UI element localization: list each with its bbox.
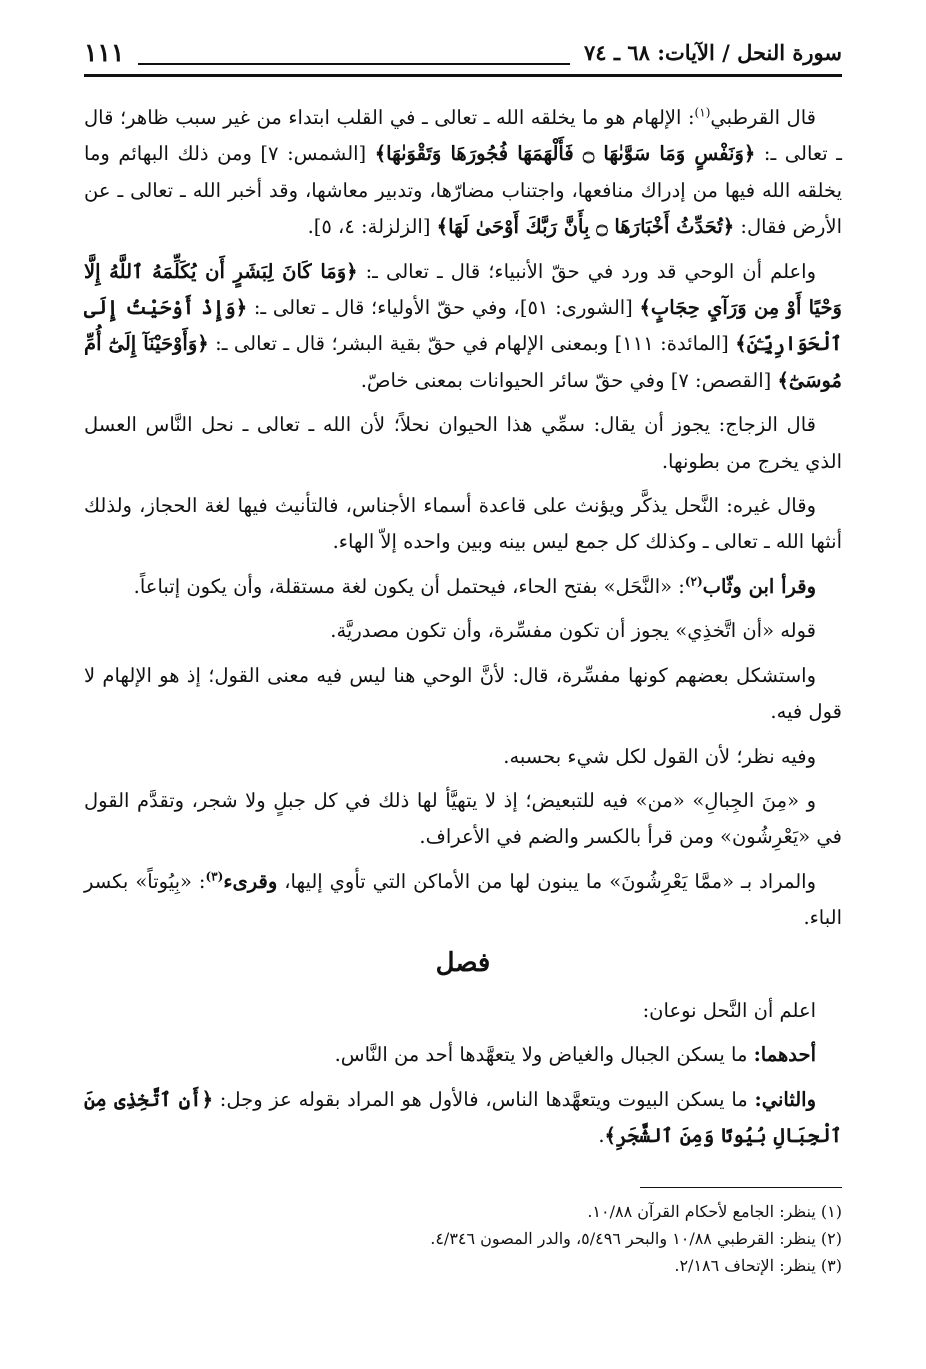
quran-verse: ﴿وَمَا كَانَ لِبَشَرٍ أَن يُكَلِّمَهُ ٱللَّهُ إِلَّا وَحْيًا أَوْ مِن وَرَآيِ حِجَابٍ﴾ [84,259,842,320]
footnote-ref-1: (١) [694,105,711,120]
paragraph-zajjaj: قال الزجاج: يجوز أن يقال: سمِّي هذا الحيوان نحلاً؛ لأن الله ـ تعالى ـ نحل النَّاس العسل الذي يخرج من بطونها. [84,413,842,473]
paragraph-qurtubi: قال القرطبي$^{(١)}$: الإلهام هو ما يخلقه الله ـ تعالى ـ في القلب ابتداء من غير سبب ظاهر؛ قال ـ تعالى ـ: ﴿وَنَفْسٍ وَمَا سَوَّىٰهَا ۝ فَأَلْهَمَهَا فُجُورَهَا وَتَقْوَىٰهَا﴾ [الشمس: ٧] ومن ذلك البهائم وما يخلقه الله فيها من إدراك منافعها، واجتناب مضارّها، وتدبير معاشها، وقد أخبر الله ـ تعالى ـ عن الأرض فقال: ﴿تُحَدِّثُ أَخْبَارَهَا ۝ بِأَنَّ رَبَّكَ أَوْحَىٰ لَهَا﴾ [الزلزلة: ٤، ٥]. [84,105,843,239]
main-text [84,100,842,1163]
section-heading: فصل [435,947,491,978]
paragraph-min-jibal: و «مِنَ الجِبالِ» «من» فيه للتبعيض؛ إذ لا يتهيَّأ لها ذلك في كل جبلٍ ولا شجر، وتقدَّم القول في «يَعْرِشُون» ومن قرأ بالكسر والضم في الأعراف. [84,788,842,849]
paragraph-second-type: والثاني: ما يسكن البيوت ويتعهَّدها الناس، فالأول هو المراد بقوله عز وجل: ﴿أَنِ ٱتَّخِذِى مِنَ ٱلْجِبَالِ بُيُوتًا وَمِنَ ٱلشَّجَرِ﴾. [84,1087,842,1148]
paragraph-types: اعلم أن النَّحل نوعان: [642,998,816,1022]
footnote-1: (١) ينظر: الجامع لأحكام القرآن ١٠/٨٨. [587,1202,842,1221]
quran-verse: ﴿وَإِذْ أَوْحَيْتُ إِلَى ٱلْحَوَارِيِّـۧنَ﴾ [84,296,842,356]
paragraph-first-type: أحدهما: ما يسكن الجبال والغياض ولا يتعهَّدها أحد من النَّاس. [334,1043,816,1067]
header-rule [138,39,570,65]
running-header [84,30,842,77]
paragraph-ya-rishun: والمراد بـ «ممَّا يَعْرِشُونَ» ما يبنون لها من الأماكن التي تأوي إليها، وقرىء$^{(٣)}$: «بِيُوتاً» بكسر الباء. [84,869,842,930]
paragraph-gender: وقال غيره: النَّحل يذكَّر ويؤنث على قاعدة أسماء الأجناس، فالتأنيث فيها لغة الحجاز، ولذلك أنثها الله ـ تعالى ـ وكذلك كل جمع ليس بينه وبين واحده إلاّ الهاء. [84,494,842,554]
page-number: ١١١ [84,37,125,67]
paragraph-ittakhidhi: قوله «أن اتَّخذِي» يجوز أن تكون مفسِّرة، وأن تكون مصدريَّة. [330,619,816,643]
paragraph-reply: وفيه نظر؛ لأن القول لكل شيء بحسبه. [503,744,816,768]
surah-title: سورة النحل / الآيات: ٦٨ ـ ٧٤ [583,39,842,65]
footnote-ref-2: (٢) [684,574,703,589]
paragraph-wahy: واعلم أن الوحي قد ورد في حقّ الأنبياء؛ قال ـ تعالى ـ: ﴿وَمَا كَانَ لِبَشَرٍ أَن يُكَلِّمَهُ ٱللَّهُ إِلَّا وَحْيًا أَوْ مِن وَرَآيِ حِجَابٍ﴾ [الشورى: ٥١]، وفي حقّ الأولياء؛ قال ـ تعالى ـ: ﴿وَإِذْ أَوْحَيْتُ إِلَى ٱلْحَوَارِيِّـۧنَ﴾ [المائدة: ١١١] وبمعنى الإلهام في حقّ بقية البشر؛ قال ـ تعالى ـ: ﴿وَأَوْحَيْنَآ إِلَىٰٓ أُمِّ مُوسَىٰٓ﴾ [القصص: ٧] وفي حقّ سائر الحيوانات بمعنى خاصّ. [84,259,842,392]
footnote-3: (٣) ينظر: الإتحاف ٢/١٨٦. [674,1256,842,1275]
footnote-ref-3: (٣) [205,869,224,884]
quran-verse: ﴿أَنِ ٱتَّخِذِى مِنَ ٱلْجِبَالِ بُيُوتًا وَمِنَ ٱلشَّجَرِ﴾ [84,1087,842,1148]
paragraph-objection: واستشكل بعضهم كونها مفسِّرة، قال: لأنَّ الوحي هنا ليس فيه معنى القول؛ إذ هو الإلهام لا قول فيه. [84,663,842,724]
footnote-separator [640,1187,842,1188]
quran-verse: ﴿وَأَوْحَيْنَآ إِلَىٰٓ أُمِّ مُوسَىٰٓ﴾ [84,332,842,392]
quran-verse: ﴿وَنَفْسٍ وَمَا سَوَّىٰهَا ۝ فَأَلْهَمَهَا فُجُورَهَا وَتَقْوَىٰهَا﴾ [374,142,756,166]
footnotes [84,1198,842,1279]
quran-verse: ﴿تُحَدِّثُ أَخْبَارَهَا ۝ بِأَنَّ رَبَّكَ أَوْحَىٰ لَهَا﴾ [436,215,735,239]
paragraph-reading: وقرأ ابن وثّاب$^{(٢)}$: «النَّحَل» بفتح الحاء، فيحتمل أن يكون لغة مستقلة، وأن يكون إتباعاً. [133,574,816,598]
footnote-2: (٢) ينظر: القرطبي ١٠/٨٨ والبحر ٥/٤٩٦، والدر المصون ٤/٣٤٦. [430,1229,842,1248]
